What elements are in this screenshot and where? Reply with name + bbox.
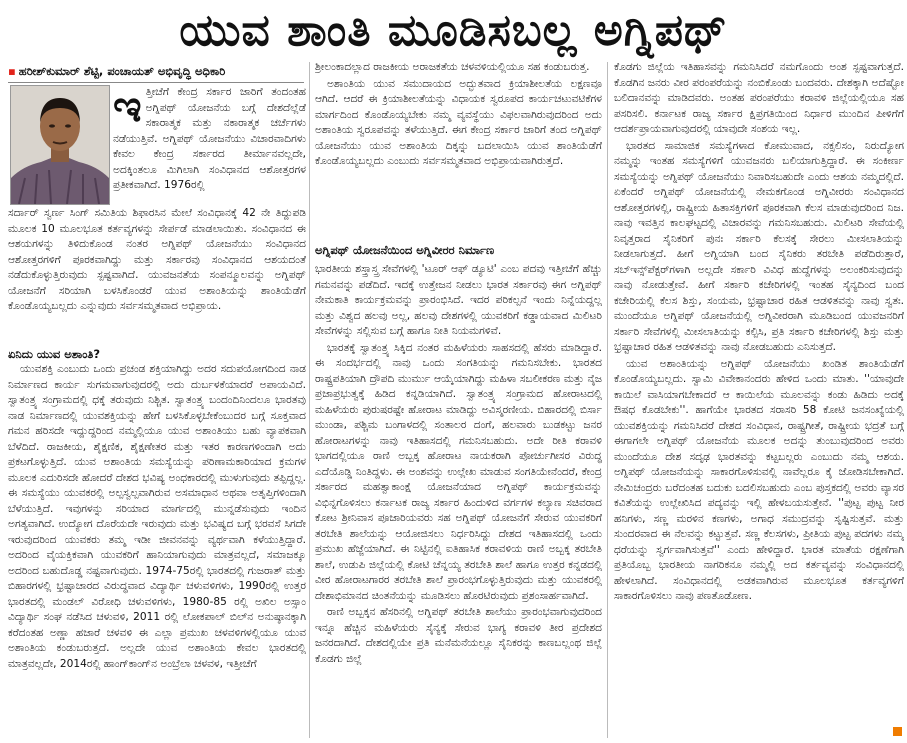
- drop-cap: ಇ: [113, 85, 142, 132]
- headline: ಯುವ ಶಾಂತಿ ಮೂಡಿಸಬಲ್ಲ ಅಗ್ನಿಪಥ್: [179, 4, 728, 56]
- paragraph: ಭಾರತೀಯ ಶಸ್ತ್ರಾಸ್ತ್ರ ಸೇವೆಗಳಲ್ಲಿ 'ಟೂರ್ ಆಫ್ ಡ್ಯೂಟಿ' ಎಂಬ ಪದವು ಇತ್ತೀಚೆಗೆ ಹೆಚ್ಚು ಗಮನವನ್ನು ಪಡೆದಿದೆ. ಇದಕ್ಕೆ ಉತ್ತೇಜನ ನೀಡಲು ಭಾರತ ಸರ್ಕಾರವು ಈಗ ಅಗ್ನಿಪಥ್ ನೇಮಕಾತಿ ಕಾರ್ಯಕ್ರಮವನ್ನು ಪ್ರಾರಂಭಿಸಿದೆ. ಇದರ ಪರಿಕಲ್ಪನೆ ಇಂದು ನಿನ್ನೆಯದ್ದಲ್ಲ ಮತ್ತು ವಿಶ್ವದ ಹಲವು ಅಲ್ಲ, ಹಲವು ದೇಶಗಳಲ್ಲಿ ಯುವಕರಿಗೆ ಕಡ್ಡಾಯವಾದ ಮಿಲಿಟರಿ ಸೇವೆಗಳನ್ನು ಸಲ್ಲಿಸುವ ಬಗ್ಗೆ ಹಾಗೂ ನೀತಿ ನಿಯಮಗಳಿವೆ.: [315, 263, 602, 337]
- bullet-icon: ▪: [8, 64, 16, 78]
- column-1-body-2: [8, 362, 306, 738]
- paragraph: ಭಾರತದ ಸಾಮಾಜಿಕ ಸಮಸ್ಯೆಗಳಾದ ಕೋಮುವಾದ, ನಕ್ಸಲಿಸಂ, ನಿರುದ್ಯೋಗ ನಮ್ಮನ್ನು ಇಂತಹ ಸಮಸ್ಯೆಗಳಿಗೆ ಯುವಜನರು ಬಲಿಯಾಗುತ್ತಿದ್ದಾರೆ. ಈ ಸಂಕೀರ್ಣ ಸಮಸ್ಯೆಯನ್ನು ಅಗ್ನಿಪಥ್ ಯೋಜನೆಯು ನಿವಾರಿಸಬಹುದೇ ಎಂದು ಆಶಯ ನಮ್ಮದಲ್ಲಿದೆ. ಏಕೆಂದರೆ ಅಗ್ನಿಪಥ್ ಯೋಜನೆಯಲ್ಲಿ ನೇಮಕಗೊಂಡ ಅಗ್ನಿವೀರರು ಸಂವಿಧಾನದ ಆಶೋತ್ತರಗಳಲ್ಲಿ, ರಾಷ್ಟ್ರೀಯ ಹಿತಾಸಕ್ತಿಗಳಿಗೆ ಪೂರಕವಾಗಿ ಕೆಲಸ ಮಾಡುವುದರಿಂದ ನಿಜ. ನಾವು ಇವತ್ತಿನ ಕಾಲಘಟ್ಟದಲ್ಲಿ ವಿಚಾರವನ್ನು ಗಮನಿಸಬಹುದು. ಮಿಲಿಟರಿ ಸೇವೆಯಲ್ಲಿ ನಿವೃತ್ತರಾದ ಸೈನಿಕರಿಗೆ ಪುನಃ ಸರ್ಕಾರಿ ಕೆಲಸಕ್ಕೆ ಸೇರಲು ಮೀಸಲಾತಿಯನ್ನು ನೀಡಲಾಗುತ್ತದೆ. ಹೀಗೆ ಅಗ್ನಿಯಾಗಿ ಬಂದ ಸೈನಿಕರು ತರಬೇತಿ ಪಡೆದಿರುತ್ತಾರೆ, ಸಬ್‌ಇನ್ಸ್‌ಪೆಕ್ಟರ್‌ಗಳಾಗಿ ಅಲ್ಲದೇ ಸರ್ಕಾರಿ ವಿವಿಧ ಹುದ್ದೆಗಳನ್ನು ಅಲಂಕರಿಸುವುದನ್ನು ನಾವು ನೋಡುತ್ತೇವೆ. ಹೀಗೆ ಸರ್ಕಾರಿ ಕಚೇರಿಗಳಲ್ಲಿ ಇಂತಹ ಸೈನ್ಯದಿಂದ ಬಂದ ಕಚೇರಿಯಲ್ಲಿ ಕೆಲಸ ಶಿಸ್ತು, ಸಂಯಮ, ಭ್ರಷ್ಟಾಚಾರ ರಹಿತ ಆಡಳಿತವನ್ನು ನಾವು ಸ್ವತಃ. ಮುಂದೆಯೂ ಅಗ್ನಿಪಥ್ ಯೋಜನೆಯಲ್ಲಿ ಅಗ್ನಿವೀರರಾಗಿ ಮೂಡಿಬಂದ ಯುವಜನರಿಗೆ ಸರ್ಕಾರಿ ಸೇವೆಗಳಲ್ಲಿ ಮೀಸಲಾತಿಯನ್ನು ಕಲ್ಪಿಸಿ, ಪ್ರತಿ ಸರ್ಕಾರಿ ಕಚೇರಿಗಳಲ್ಲಿ ಶಿಸ್ತು ಮತ್ತು ಭ್ರಷ್ಟಾಚಾರ ರಹಿತ ಆಡಳಿತವನ್ನು ನಾವು ನೋಡಬಹುದು ಎನಿಸುತ್ತದೆ.: [614, 139, 904, 353]
- author-photo: [10, 85, 110, 205]
- subheading-agniveer: ಅಗ್ನಿಪಥ್ ಯೋಜನೆಯಿಂದ ಅಗ್ನಿವೀರರ ನಿರ್ಮಾಣ: [315, 243, 495, 257]
- author-role: ಪಂಚಾಯತ್ ಅಭಿವೃದ್ಧಿ ಅಧಿಕಾರಿ: [107, 64, 226, 78]
- column-1-intro: [113, 85, 306, 203]
- column-2-top: [315, 60, 602, 240]
- paragraph: ಸರ್ದಾರ್ ಸ್ವರ್ಣ ಸಿಂಗ್ ಸಮಿತಿಯ ಶಿಫಾರಸಿನ ಮೇಲೆ ಸಂವಿಧಾನಕ್ಕೆ 42 ನೇ ತಿದ್ದುಪಡಿ ಮೂಲಕ 10 ಮೂಲಭೂತ ಕರ್ತವ್ಯಗಳನ್ನು ಸೇರ್ಪಡೆ ಮಾಡಲಾಯಿತು. ಸಂವಿಧಾನದ ಈ ಆಶಯಗಳನ್ನು ತಿಳಿದುಕೊಂಡ ನಂತರ ಅಗ್ನಿಪಥ್ ಯೋಜನೆಯು ಸಂವಿಧಾನದ ಆಶೋತ್ತರಗಳಿಗೆ ಪೂರಕವಾಗಿದ್ದು ಮತ್ತು ಸರ್ಕಾರವು ಸಂವಿಧಾನದ ಆಶಯದಂತೆ ನಡೆದುಕೊಳ್ಳುತ್ತಿರುವುದು ಸ್ಪಷ್ಟವಾಗಿದೆ. ಯುವಜನತೆಯ ಸಂಪನ್ಮೂಲವನ್ನು ಅಗ್ನಿಪಥ್ ಯೋಜನೆಗೆ ಸರಿಯಾಗಿ ಬಳಸಿಕೊಂಡರೆ ಯುವ ಅಶಾಂತಿಯನ್ನು ಶಾಂತಿಯೆಡೆಗೆ ಕೊಂಡೊಯ್ಯಬಲ್ಲದು ಎನ್ನುವುದು ಸರ್ವಸಮ್ಮತವಾದ ಅಭಿಪ್ರಾಯ.: [8, 207, 306, 312]
- paragraph: ಕೊಡಗು ಜಿಲ್ಲೆಯ ಇತಿಹಾಸವನ್ನು ಗಮನಿಸಿದರೆ ನಮಗೊಂದು ಅಂಶ ಸ್ಪಷ್ಟವಾಗುತ್ತದೆ. ಕೊಡಗಿನ ಜನರು ವೀರ ಪರಂಪರೆಯನ್ನು ನಂಬಿಕೊಂಡು ಬಂದವರು. ದೇಶಕ್ಕಾಗಿ ಅದೆಷ್ಟೋ ಬಲಿದಾನವನ್ನು ಮಾಡಿದವರು. ಅಂತಹ ಪರಂಪರೆಯು ಕರಾವಳಿ ಜಿಲ್ಲೆಯಲ್ಲಿಯೂ ಸಹ ಪಸರಿಸಲಿ. ಕರ್ನಾಟಕ ರಾಜ್ಯ ಸರ್ಕಾರ ಕ್ಷಿಪ್ರಗತಿಯಿಂದ ನಿರ್ಧಾರ ಮುಂದಿನ ಪೀಳಿಗೆಗೆ ಆದರ್ಶಪ್ರಾಯವಾಗುವುದರಲ್ಲಿ ಯಾವುದೇ ಸಂಶಯ ಇಲ್ಲ.: [614, 61, 904, 135]
- paragraph: ಯುವ ಅಶಾಂತಿಯನ್ನು ಅಗ್ನಿಪಥ್ ಯೋಜನೆಯು ಖಂಡಿತ ಶಾಂತಿಯೆಡೆಗೆ ಕೊಂಡೊಯ್ಯಬಲ್ಲದು. ಸ್ವಾಮಿ ವಿವೇಕಾನಂದರು ಹೇಳಿದ ಒಂದು ಮಾತು. ''ಯಾವುದೇ ಕಾಯಿಲೆ ವಾಸಿಯಾಗಬೇಕಾದರೆ ಆ ಕಾಯಿಲೆಯ ಮೂಲವನ್ನು ಕಂಡು ಹಿಡಿದು ಅದಕ್ಕೆ ಔಷಧ ಕೊಡಬೇಕು''. ಹಾಗೆಯೇ ಭಾರತದ ಸರಾಸರಿ 58 ಕೋಟಿ ಜನಸಂಖ್ಯೆಯಲ್ಲಿ ಯುವಶಕ್ತಿಯನ್ನು ಗಮನಿಸಿದರೆ ದೇಶದ ಸಂವಿಧಾನ, ರಾಷ್ಟ್ರಗೀತೆ, ರಾಷ್ಟ್ರೀಯ ಭದ್ರತೆ ಬಗ್ಗೆ ಈಗಾಗಲೇ ಅಗ್ನಿಪಥ್ ಯೋಜನೆಯ ಮೂಲಕ ಅದನ್ನು ತುಂಬುವುದರಿಂದ ಅವರು ಮುಂದೆಯೂ ದೇಶ ಸದೃಢ ಭಾರತವನ್ನು ಕಟ್ಟಬಲ್ಲರು ಎಂಬುದು ನಮ್ಮ ಆಶಯ. ಅಗ್ನಿಪಥ್ ಯೋಜನೆಯನ್ನು ಸಾಕಾರಗೊಳಿಸುವಲ್ಲಿ ನಾವೆಲ್ಲರೂ ಕೈ ಜೋಡಿಸಬೇಕಾಗಿದೆ. ನೇಮಿಚಂದ್ರರು ಬರೆದಂತಹ ಬದುಕು ಬದಲಿಸಬಹುದು ಎಂಬ ಪುಸ್ತಕದಲ್ಲಿ ಅವರು ವ್ಯಾಸರ ಕವಿತೆಯನ್ನು ಉಲ್ಲೇಖಿಸಿದ ಪದ್ಯವನ್ನು ಇಲ್ಲಿ ಹೇಳಬಯಸುತ್ತೇನೆ. ''ಪುಟ್ಟ ಪುಟ್ಟ ನೀರ ಹನಿಗಳು, ಸಣ್ಣ ಮರಳಿನ ಕಣಗಳು, ಅಗಾಧ ಸಮುದ್ರವನ್ನು ಸೃಷ್ಟಿಸುತ್ತವೆ. ಮತ್ತು ಸುಂದರವಾದ ಈ ನೆಲವನ್ನು ಕಟ್ಟುತ್ತವೆ. ಸಣ್ಣ ಕೆಲಸಗಳು, ಪ್ರೀತಿಯ ಪುಟ್ಟ ಪದಗಳು ನಮ್ಮ ಧರೆಯನ್ನು ಸ್ವರ್ಗವಾಗಿಸುತ್ತವೆ'' ಎಂದು ಹೇಳಿದ್ದಾರೆ. ಭಾರತ ಮಾತೆಯ ರಕ್ಷಣೆಗಾಗಿ ಪ್ರತಿಯೊಬ್ಬ ಭಾರತೀಯ ನಾಗರಿಕನೂ ನಮ್ಮಲ್ಲಿ ಅದ ಕರ್ತವ್ಯವನ್ನು ಸಂವಿಧಾನದಲ್ಲಿ ಹೇಳಲಾಗಿದೆ. ಸಂವಿಧಾನದಲ್ಲಿ ಅಡಕವಾಗಿರುವ ಮೂಲಭೂತ ಕರ್ತವ್ಯಗಳಿಗೆ ಸಾಕಾರಗೊಳಿಸಲು ನಾವು ಪಣತೊಡೋಣ.: [614, 357, 904, 602]
- author-portrait-icon: [11, 86, 109, 204]
- column-3-body: [614, 60, 904, 725]
- paragraph: ರಾಣಿ ಅಬ್ಬಕ್ಕನ ಹೆಸರಿನಲ್ಲಿ ಅಗ್ನಿಪಥ್ ತರಬೇತಿ ಶಾಲೆಯು ಪ್ರಾರಂಭವಾಗುವುದರಿಂದ ಇನ್ನೂ ಹೆಚ್ಚಿನ ಮಹಿಳೆಯರು ಸೈನ್ಯಕ್ಕೆ ಸೇರುವ ಭಾಗ್ಯ ಕರಾವಳಿ ತೀರ ಪ್ರದೇಶದ ಜನರದಾಗಿದೆ. ದೇಶದಲ್ಲಿಯೇ ಪ್ರತಿ ಮನೆಮನೆಯಲ್ಲೂ ಸೈನಿಕರನ್ನು ಕಾಣಬಲ್ಲಂಥ ಜಿಲ್ಲೆ ಕೊಡಗು ಜಿಲ್ಲೆ: [315, 606, 602, 665]
- paragraph: ಶ್ರೀಲಂಕಾದಲ್ಲಾದ ರಾಜಕೀಯ ಅರಾಜಕತೆಯ ಚಳವಳಿಯಲ್ಲಿಯೂ ಸಹ ಕಂಡುಬರುತ್ತ.: [315, 61, 590, 73]
- column-2-body: [315, 262, 602, 738]
- paragraph: ಅಶಾಂತಿಯ ಯುವ ಸಮುದಾಯದ ಅದ್ಭುತವಾದ ಕ್ರಿಯಾಶೀಲತೆಯ ಲಕ್ಷಣವೂ ಆಗಿದೆ. ಆದರೆ ಈ ಕ್ರಿಯಾಶೀಲತೆಯನ್ನು ವಿಧಾಯಕ ಸ್ವರೂಪದ ಕಾರ್ಯಚಟುವಟಿಕೆಗಳ ಮಾರ್ಗದಿಂದ ಕೊಂಡೊಯ್ಯಬೇಕು ನಮ್ಮ ವ್ಯವಸ್ಥೆಯು ವಿಫಲವಾಗಿರುವುದರಿಂದ ಅದು ಅಶಾಂತಿಯ ಸ್ವರೂಪವನ್ನು ತಳೆಯುತ್ತಿದೆ. ಈಗ ಕೇಂದ್ರ ಸರ್ಕಾರ ಜಾರಿಗೆ ತಂದ ಅಗ್ನಿಪಥ್ ಯೋಜನೆಯು ಯುವ ಅಶಾಂತಿಯ ದಿಕ್ಕನ್ನು ಬದಲಾಯಿಸಿ ಯುವ ಶಾಂತಿಯೆಡೆಗೆ ಕೊಂಡೊಯ್ಯಬಲ್ಲದು ಎಂಬುದು ಸರ್ವಸಮ್ಮತವಾದ ಅಭಿಪ್ರಾಯವಾಗಿರುತ್ತದೆ.: [315, 77, 602, 167]
- paragraph: ಯುವಶಕ್ತಿ ಎಂಬುದು ಒಂದು ಪ್ರಚಂಡ ಶಕ್ತಿಯಾಗಿದ್ದು ಅದರ ಸದುಪಯೋಗದಿಂದ ನಾಡ ನಿರ್ಮಾಣದ ಕಾರ್ಯ ಸುಗಮವಾಗುವುದರಲ್ಲಿ ಅದು ದುರ್ಬಳಕೆಯಾದರೆ ಅಪಾಯವಿದೆ. ಸ್ವಾತಂತ್ರ್ಯ ಸಂಗ್ರಾಮದಲ್ಲಿ ಧಕ್ಕೆ ತರುವುದು ನಿಶ್ಚಿತ. ಸ್ವಾತಂತ್ರ್ಯ ಬಂದಂದಿನಿಂದಲೂ ಭಾರತವು ನಾಡ ನಿರ್ಮಾಣದಲ್ಲಿ ಯುವಶಕ್ತಿಯನ್ನು ಹೇಗೆ ಬಳಸಿಕೊಳ್ಳಬೇಕೆಂಬುದರ ಬಗ್ಗೆ ಸೂಕ್ತವಾದ ಗಮನ ಹರಿಸದೇ ಇದ್ದುದ್ದರಿಂದ ನಮ್ಮಲ್ಲಿಯೂ ಯುವ ಅಶಾಂತಿಯು ಬಹು ವ್ಯಾಪಕವಾಗಿ ಬೆಳೆದಿದೆ. ರಾಜಕೀಯ, ಶೈಕ್ಷಣಿಕ, ಶೈಕ್ಷಣೇತರ ಮತ್ತು ಇತರ ಕಾರಣಗಳಿಂದಾಗಿ ಅದು ಪ್ರಕಟಗೊಳ್ಳುತ್ತಿದೆ. ಯುವ ಅಶಾಂತಿಯ ಸಮಸ್ಯೆಯನ್ನು ಪರಿಣಾಮಕಾರಿಯಾದ ಕ್ರಮಗಳ ಮೂಲಕ ಎದುರಿಸದೇ ಹೋದರೆ ದೇಶದ ಭವಿಷ್ಯ ಅಂಧಕಾರದಲ್ಲಿ ಮುಳುಗುವುದು ತಪ್ಪಿದ್ದಲ್ಲ. ಈ ಸಮಸ್ಯೆಯು ಯುವಕರಲ್ಲಿ ಅಲ್ಪಸ್ವಲ್ಪವಾಗಿರುವ ಅಸಮಾಧಾನ ಅಥವಾ ಅತೃಪ್ತಿಗಳಿಂದಾಗಿ ಬೆಳೆಯುತ್ತಿದೆ. ಇವುಗಳನ್ನು ಸರಿಯಾದ ಮಾರ್ಗದಲ್ಲಿ ಮುನ್ನಡೆಸುವುದು ಇಂದಿನ ಅಗತ್ಯವಾಗಿದೆ. ಉದ್ಯೋಗ ದೊರೆಯದೇ ಇರುವುದು ಮತ್ತು ಭವಿಷ್ಯದ ಬಗ್ಗೆ ಭರವಸೆ ಸಿಗದೇ ಇರುವುದರಿಂದ ಯುವಕರು ತಮ್ಮ ಇಡೀ ಜೀವನವನ್ನು ವ್ಯರ್ಥವಾಗಿ ಕಳೆಯುತ್ತಿದ್ದಾರೆ. ಅದರಿಂದ ವೈಯಕ್ತಿಕವಾಗಿ ಯುವಕರಿಗೆ ಹಾನಿಯಾಗುವುದು ಮಾತ್ರವಲ್ಲದೆ, ಸಮಾಜಕ್ಕೂ ಅದರಿಂದ ಬಹುದೊಡ್ಡ ನಷ್ಟವಾಗುವುದು. 1974-75ರಲ್ಲಿ ಭಾರತದಲ್ಲಿ ಗುಜರಾತ್ ಮತ್ತು ಬಿಹಾರಗಳಲ್ಲಿ ಭ್ರಷ್ಟಾಚಾರದ ವಿರುದ್ಧವಾದ ವಿದ್ಯಾರ್ಥಿ ಚಳುವಳಿಗಳು, 1990ರಲ್ಲಿ ಉತ್ತರ ಭಾರತದಲ್ಲಿ ಮಂಡಲ್ ವಿರೋಧಿ ಚಳುವಳಿಗಳು, 1980-85 ರಲ್ಲಿ ಅಖಿಲ ಅಸ್ಸಾಂ ವಿದ್ಯಾರ್ಥಿ ಸಂಘ ನಡೆಸಿದ ಚಳುವಳಿ, 2011 ರಲ್ಲಿ ಲೋಕಪಾಲ್ ಬಿಲ್‌ನ ಅನುಷ್ಠಾನಕ್ಕಾಗಿ ಕರೆದಂತಹ ಅಣ್ಣಾ ಹಜಾರೆ ಚಳವಳಿ ಈ ಎಲ್ಲಾ ಪ್ರಮುಖ ಚಳವಳಿಗಳಲ್ಲಿಯೂ ಯುವ ಅಶಾಂತಿಯ ಕಂಡುಬರುತ್ತದೆ. ಅಲ್ಲದೇ ಯುವ ಅಶಾಂತಿಯ ಕೇವಲ ಭಾರತದಲ್ಲಿ ಮಾತ್ರವಲ್ಲದೇ, 2014ರಲ್ಲಿ ಹಾಂಗ್‌ಕಾಂಗ್‌ನ ಅಂಬ್ರೆಲಾ ಚಳವಳ, ಇತ್ತೀಚೆಗೆ: [8, 363, 306, 670]
- paragraph: ತ್ತೀಚೆಗೆ ಕೇಂದ್ರ ಸರ್ಕಾರ ಜಾರಿಗೆ ತಂದಂತಹ ಅಗ್ನಿಪಥ್ ಯೋಜನೆಯ ಬಗ್ಗೆ ದೇಶದೆಲ್ಲೆಡೆ ಸಕಾರಾತ್ಮಕ ಮತ್ತು ನಕಾರಾತ್ಮಕ ಚರ್ಚೆಗಳು ನಡೆಯುತ್ತಿವೆ. ಅಗ್ನಿಪಥ್ ಯೋಜನೆಯು ವಿಚಾರವಾದಿಗಳು ಕೇವಲ ಕೇಂದ್ರ ಸರ್ಕಾರದ ತೀರ್ಮಾನವಲ್ಲದೇ, ಅದಕ್ಕಿಂತಲೂ ಮಿಗಿಲಾಗಿ ಸಂವಿಧಾನದ ಆಶೋತ್ತರಗಳ ಪ್ರತೀಕವಾಗಿದೆ. 1976ರಲ್ಲಿ: [113, 86, 306, 191]
- byline-rule: [8, 82, 304, 83]
- byline: [8, 64, 304, 80]
- subheading-youth-unrest: ಏನಿದು ಯುವ ಅಶಾಂತಿ?: [8, 347, 101, 361]
- author-name: ಹರೀಶ್‌ಕುಮಾರ್ ಶೆಟ್ಟಿ,: [18, 64, 104, 78]
- paragraph: ಭಾರತಕ್ಕೆ ಸ್ವಾತಂತ್ರ್ಯ ಸಿಕ್ಕಿದ ನಂತರ ಮಹಿಳೆಯರು ಸಾಹಸದಲ್ಲಿ ಹೆಸರು ಮಾಡಿದ್ದಾರೆ. ಈ ಸಂದರ್ಭದಲ್ಲಿ ನಾವು ಒಂದು ಸಂಗತಿಯನ್ನು ಗಮನಿಸಬೇಕು. ಭಾರತದ ರಾಷ್ಟ್ರಪತಿಯಾಗಿ ದ್ರೌಪದಿ ಮುರ್ಮು ಆಯ್ಕೆಯಾಗಿದ್ದು ಮಹಿಳಾ ಸಬಲೀಕರಣ ಮತ್ತು ನೈಜ ಪ್ರಜಾಪ್ರಭುತ್ವಕ್ಕೆ ಹಿಡಿದ ಕನ್ನಡಿಯಾಗಿದೆ. ಸ್ವಾತಂತ್ರ್ಯ ಸಂಗ್ರಾಮದ ಹೋರಾಟದಲ್ಲಿ ಮಹಿಳೆಯರು ಪುರುಷರಷ್ಟೇ ಹೋರಾಟ ಮಾಡಿದ್ದು ಅವಿಸ್ಮರಣೀಯ. ಬಿಹಾರದಲ್ಲಿ ಬಿರ್ಸಾ ಮುಂಡಾ, ಪಶ್ಚಿಮ ಬಂಗಾಳದಲ್ಲಿ ಸಂತಾಲರ ದಂಗೆ, ಹಲವಾರು ಬುಡಕಟ್ಟು ಜನರ ಹೋರಾಟಗಳನ್ನು ನಾವು ಇತಿಹಾಸದಲ್ಲಿ ಗಮನಿಸಬಹುದು. ಅದೇ ರೀತಿ ಕರಾವಳಿ ಭಾಗದಲ್ಲಿಯೂ ರಾಣಿ ಅಬ್ಬಕ್ಕ ಹೋರಾಟ ನಾಯಕರಾಗಿ ಪೋರ್ಚುಗೀಸರ ವಿರುದ್ಧ ಎದೆಯೊಡ್ಡಿ ನಿಂತಿದ್ದಳು. ಈ ಅಂಶವನ್ನು ಉಲ್ಲೇಖ ಮಾಡುವ ಸಂಗತಿಯೇನೆಂದರೆ, ಕೇಂದ್ರ ಸರ್ಕಾರದ ಮಹತ್ವಾಕಾಂಕ್ಷೆ ಯೋಜನೆಯಾದ ಅಗ್ನಿಪಥ್ ಕಾರ್ಯಕ್ರಮವನ್ನು ವಿಭಿನ್ನಗೊಳಿಸಲು ಕರ್ನಾಟಕ ರಾಜ್ಯ ಸರ್ಕಾರ ಹಿಂದುಳಿದ ವರ್ಗಗಳ ಕಲ್ಯಾಣ ಸಚಿವರಾದ ಕೋಟ ಶ್ರೀನಿವಾಸ ಪೂಜಾರಿಯವರು ಸಹ ಅಗ್ನಿಪಥ್ ಯೋಜನೆಗೆ ಸೇರುವ ಯುವಕರಿಗೆ ತರಬೇತಿ ಶಾಲೆಯನ್ನು ಆಯೋಜಿಸಲು ನಿರ್ಧರಿಸಿದ್ದು ದೇಶದ ಇತಿಹಾಸದಲ್ಲಿ ಒಂದು ಪ್ರಮುಖ ಹೆಜ್ಜೆಯಾಗಿದೆ. ಈ ನಿಟ್ಟಿನಲ್ಲಿ ಐತಿಹಾಸಿಕ ಕರಾವಳಿಯ ರಾಣಿ ಅಬ್ಬಕ್ಕ ತರಬೇತಿ ಶಾಲೆ, ಉಡುಪಿ ಜಿಲ್ಲೆಯಲ್ಲಿ ಕೋಟಿ ಚೆನ್ನಯ್ಯ ತರಬೇತಿ ಶಾಲೆ ಹಾಗೂ ಉತ್ತರ ಕನ್ನಡದಲ್ಲಿ ವೀರ ಹೋರಾಟಗಾರರ ತರಬೇತಿ ಶಾಲೆ ಪ್ರಾರಂಭಗೊಳ್ಳುತ್ತಿರುವುದು ಮತ್ತು ಯುವಕರಲ್ಲಿ ದೇಶಾಭಿಮಾನದ ಚಿಂತನೆಯನ್ನು ಮೂಡಿಸಲು ಹೊರಟಿರುವುದು ಪ್ರಶಂಸಾರ್ಹವಾಗಿದೆ.: [315, 341, 602, 602]
- column-divider: [607, 62, 608, 738]
- column-divider: [309, 62, 310, 738]
- end-mark-icon: [893, 727, 902, 736]
